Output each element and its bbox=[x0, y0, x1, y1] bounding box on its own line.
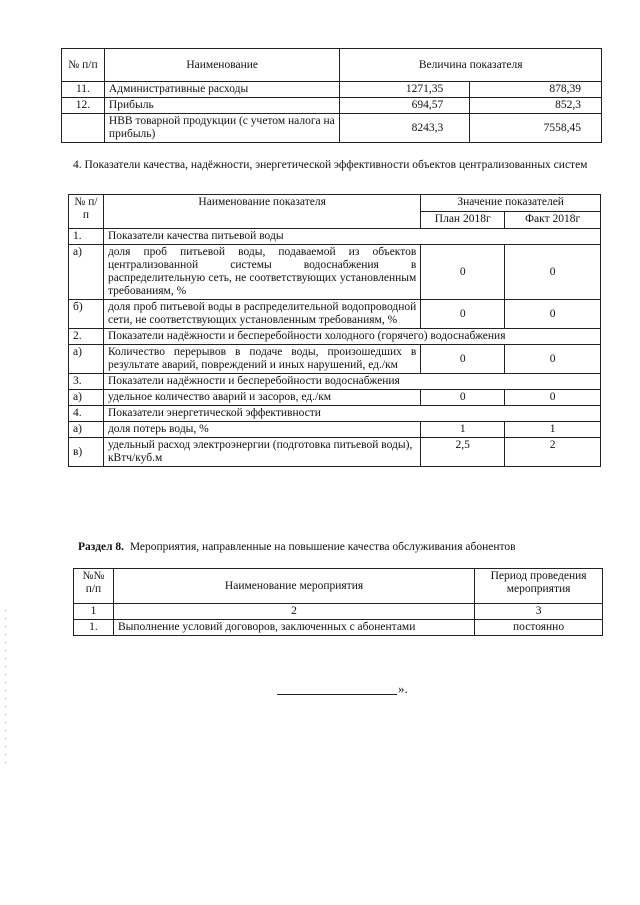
header-num: № п/п bbox=[69, 195, 104, 229]
group-title: Показатели энергетической эффективности bbox=[103, 406, 600, 422]
item-plan: 1 bbox=[421, 422, 505, 438]
header-name: Наименование мероприятия bbox=[113, 569, 474, 604]
section-8-title bbox=[78, 540, 608, 554]
item-plan: 0 bbox=[421, 390, 505, 406]
item-fact: 0 bbox=[505, 245, 601, 300]
group-num: 2. bbox=[69, 329, 104, 345]
item-fact: 0 bbox=[505, 390, 601, 406]
header-plan: План 2018г bbox=[421, 212, 505, 229]
row-period: постоянно bbox=[475, 620, 603, 636]
item-num: б) bbox=[69, 300, 104, 329]
closing-quote: ». bbox=[398, 681, 408, 696]
section-8-label: Раздел 8. bbox=[78, 541, 125, 553]
header-name: Наименование bbox=[104, 49, 340, 82]
row-num: 12. bbox=[62, 98, 105, 114]
row-num: 1. bbox=[74, 620, 114, 636]
group-row bbox=[69, 406, 601, 422]
header-num: №№ п/п bbox=[74, 569, 114, 604]
header-values: Значение показателей bbox=[421, 195, 601, 212]
item-plan: 0 bbox=[421, 245, 505, 300]
indicators-table bbox=[68, 194, 601, 467]
measures-table bbox=[73, 568, 603, 636]
item-fact: 0 bbox=[505, 345, 601, 374]
row-num bbox=[62, 114, 105, 143]
group-num: 1. bbox=[69, 229, 104, 245]
table-row bbox=[69, 422, 601, 438]
row-name: НВВ товарной продукции (с учетом налога на прибыль) bbox=[104, 114, 340, 143]
table-header-row bbox=[69, 195, 601, 212]
header-fact: Факт 2018г bbox=[505, 212, 601, 229]
item-fact: 1 bbox=[505, 422, 601, 438]
item-name: удельный расход электроэнергии (подготовка питьевой воды), кВтч/куб.м bbox=[103, 438, 420, 467]
item-fact: 2 bbox=[505, 438, 601, 467]
scan-edge-dots bbox=[5, 610, 6, 770]
item-plan: 2,5 bbox=[421, 438, 505, 467]
item-plan: 0 bbox=[421, 345, 505, 374]
item-num: а) bbox=[69, 422, 104, 438]
group-title: Показатели надёжности и бесперебойности водоснабжения bbox=[103, 374, 600, 390]
section-4-title: 4. Показатели качества, надёжности, энергетической эффективности объектов централизованных систем bbox=[73, 159, 588, 171]
item-name: доля проб питьевой воды в распределительной водопроводной сети, не соответствующих установленным требованиям, % bbox=[103, 300, 420, 329]
table-row bbox=[74, 620, 603, 636]
row-name: Выполнение условий договоров, заключенных с абонентами bbox=[113, 620, 474, 636]
item-name: доля проб питьевой воды, подаваемой из объектов централизованной системы водоснабжения в распределительную сеть, не соответствующих установленным требованиям, % bbox=[103, 245, 420, 300]
row-value-2: 878,39 bbox=[470, 82, 602, 98]
index-col-1: 1 bbox=[74, 604, 114, 620]
row-value-1: 1271,35 bbox=[340, 82, 470, 98]
item-name: доля потерь воды, % bbox=[103, 422, 420, 438]
row-value-1: 8243,3 bbox=[340, 114, 470, 143]
table-header-row bbox=[62, 49, 602, 82]
row-name: Прибыль bbox=[104, 98, 340, 114]
header-name: Наименование показателя bbox=[103, 195, 420, 229]
row-value-1: 694,57 bbox=[340, 98, 470, 114]
row-num: 11. bbox=[62, 82, 105, 98]
item-num: в) bbox=[69, 438, 104, 467]
table-row bbox=[69, 390, 601, 406]
item-num: а) bbox=[69, 390, 104, 406]
section-8-text: Мероприятия, направленные на повышение качества обслуживания абонентов bbox=[129, 541, 516, 553]
group-row bbox=[69, 229, 601, 245]
item-name: удельное количество аварий и засоров, ед./км bbox=[103, 390, 420, 406]
table-row bbox=[62, 98, 602, 114]
header-value: Величина показателя bbox=[340, 49, 602, 82]
row-name: Административные расходы bbox=[104, 82, 340, 98]
table-row bbox=[69, 300, 601, 329]
item-num: а) bbox=[69, 345, 104, 374]
row-value-2: 852,3 bbox=[470, 98, 602, 114]
table-row bbox=[62, 82, 602, 98]
group-row bbox=[69, 329, 601, 345]
group-num: 4. bbox=[69, 406, 104, 422]
table-row bbox=[62, 114, 602, 143]
financial-table bbox=[61, 48, 602, 143]
header-num: № п/п bbox=[62, 49, 105, 82]
group-row bbox=[69, 374, 601, 390]
item-num: а) bbox=[69, 245, 104, 300]
table-row bbox=[69, 245, 601, 300]
item-name: Количество перерывов в подаче воды, произошедших в результате аварий, повреждений и иных нарушений, ед./км bbox=[103, 345, 420, 374]
signature-line bbox=[277, 684, 397, 695]
index-row bbox=[74, 604, 603, 620]
item-fact: 0 bbox=[505, 300, 601, 329]
table-row bbox=[69, 438, 601, 467]
table-header-row bbox=[74, 569, 603, 604]
row-value-2: 7558,45 bbox=[470, 114, 602, 143]
index-col-3: 3 bbox=[475, 604, 603, 620]
group-title: Показатели надёжности и бесперебойности холодного (горячего) водоснабжения bbox=[103, 329, 600, 345]
header-period: Период проведения мероприятия bbox=[475, 569, 603, 604]
group-title: Показатели качества питьевой воды bbox=[103, 229, 600, 245]
table-row bbox=[69, 345, 601, 374]
index-col-2: 2 bbox=[113, 604, 474, 620]
item-plan: 0 bbox=[421, 300, 505, 329]
group-num: 3. bbox=[69, 374, 104, 390]
